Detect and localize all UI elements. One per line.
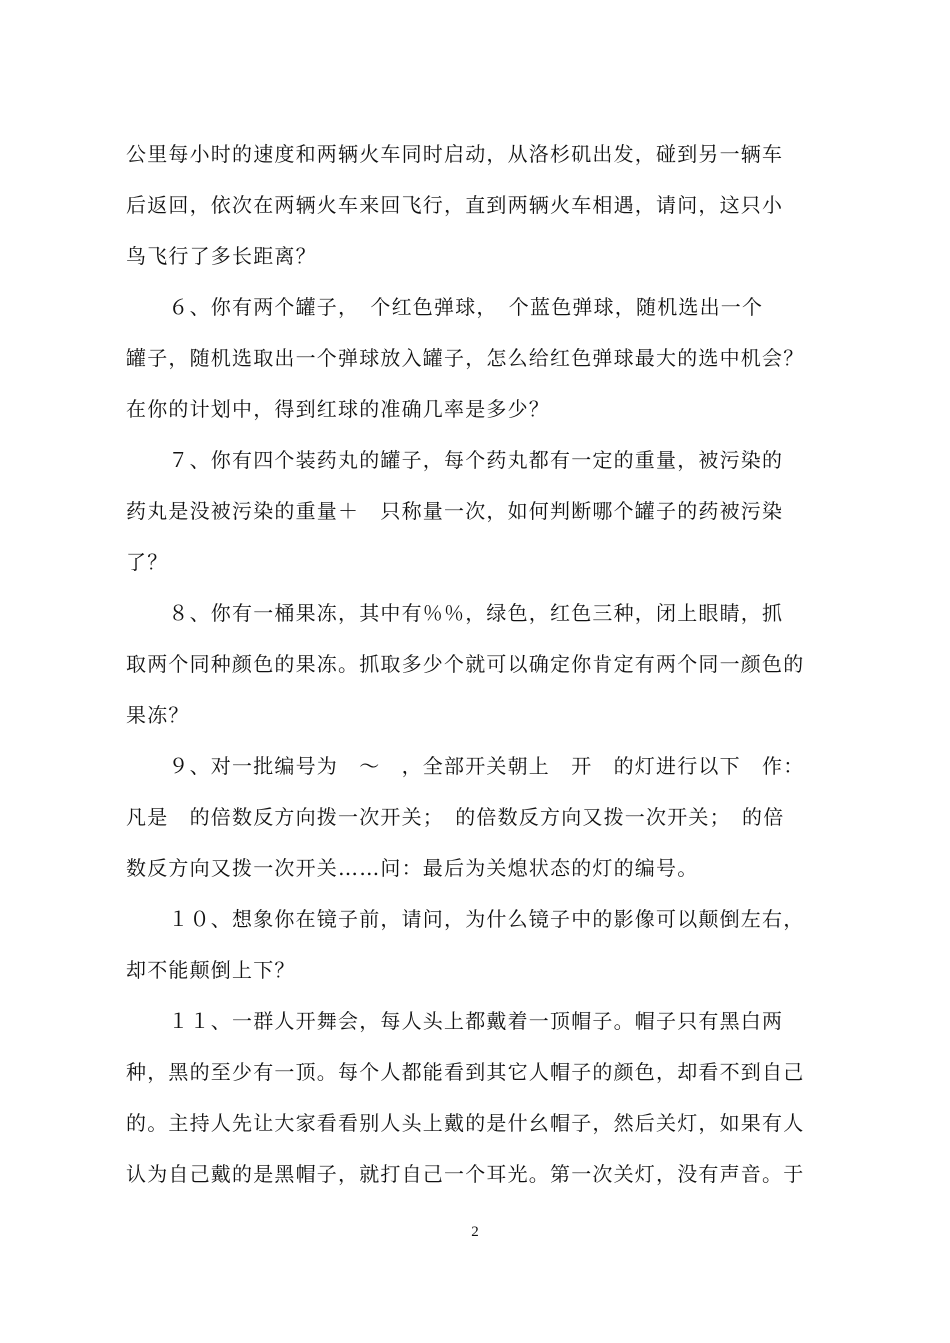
- text-line: 药丸是没被污染的重量＋ 只称量一次，如何判断哪个罐子的药被污染: [126, 499, 784, 523]
- text-line: 数反方向又拨一次开关……问：最后为关熄状态的灯的编号。: [126, 856, 699, 880]
- text-line: 果冻？: [126, 703, 190, 727]
- text-line: 鸟飞行了多长距离？: [126, 244, 317, 268]
- text-line: 的。主持人先让大家看看别人头上戴的是什幺帽子，然后关灯，如果有人: [126, 1111, 805, 1135]
- text-line: 罐子，随机选取出一个弹球放入罐子，怎么给红色弹球最大的选中机会？: [126, 346, 805, 370]
- text-line: 了？: [126, 550, 169, 574]
- text-line: 却不能颠倒上下？: [126, 958, 296, 982]
- text-line: １０、想象你在镜子前，请问，为什么镜子中的影像可以颠倒左右，: [126, 907, 805, 931]
- text-line: 种，黑的至少有一顶。每个人都能看到其它人帽子的颜色，却看不到自己: [126, 1060, 805, 1084]
- text-line: ８、你有一桶果冻，其中有％％，绿色，红色三种，闭上眼睛，抓: [126, 601, 784, 625]
- text-line: 凡是 的倍数反方向拨一次开关； 的倍数反方向又拨一次开关； 的倍: [126, 805, 785, 829]
- text-line: 取两个同种颜色的果冻。抓取多少个就可以确定你肯定有两个同一颜色的: [126, 652, 805, 676]
- text-line: ９、对一批编号为 ～ ，全部开关朝上 开 的灯进行以下 作：: [126, 754, 805, 778]
- text-line: ７、你有四个装药丸的罐子，每个药丸都有一定的重量，被污染的: [126, 448, 784, 472]
- text-line: 认为自己戴的是黑帽子，就打自己一个耳光。第一次关灯，没有声音。于: [126, 1162, 805, 1186]
- text-line: 后返回，依次在两辆火车来回飞行，直到两辆火车相遇，请问，这只小: [126, 193, 784, 217]
- page-number: 2: [471, 1224, 479, 1240]
- text-line: 公里每小时的速度和两辆火车同时启动，从洛杉矶出发，碰到另一辆车: [126, 142, 784, 166]
- text-line: ６、你有两个罐子， 个红色弹球， 个蓝色弹球，随机选出一个: [126, 295, 764, 319]
- text-line: １１、一群人开舞会，每人头上都戴着一顶帽子。帽子只有黑白两: [126, 1009, 784, 1033]
- text-line: 在你的计划中，得到红球的准确几率是多少？: [126, 397, 550, 421]
